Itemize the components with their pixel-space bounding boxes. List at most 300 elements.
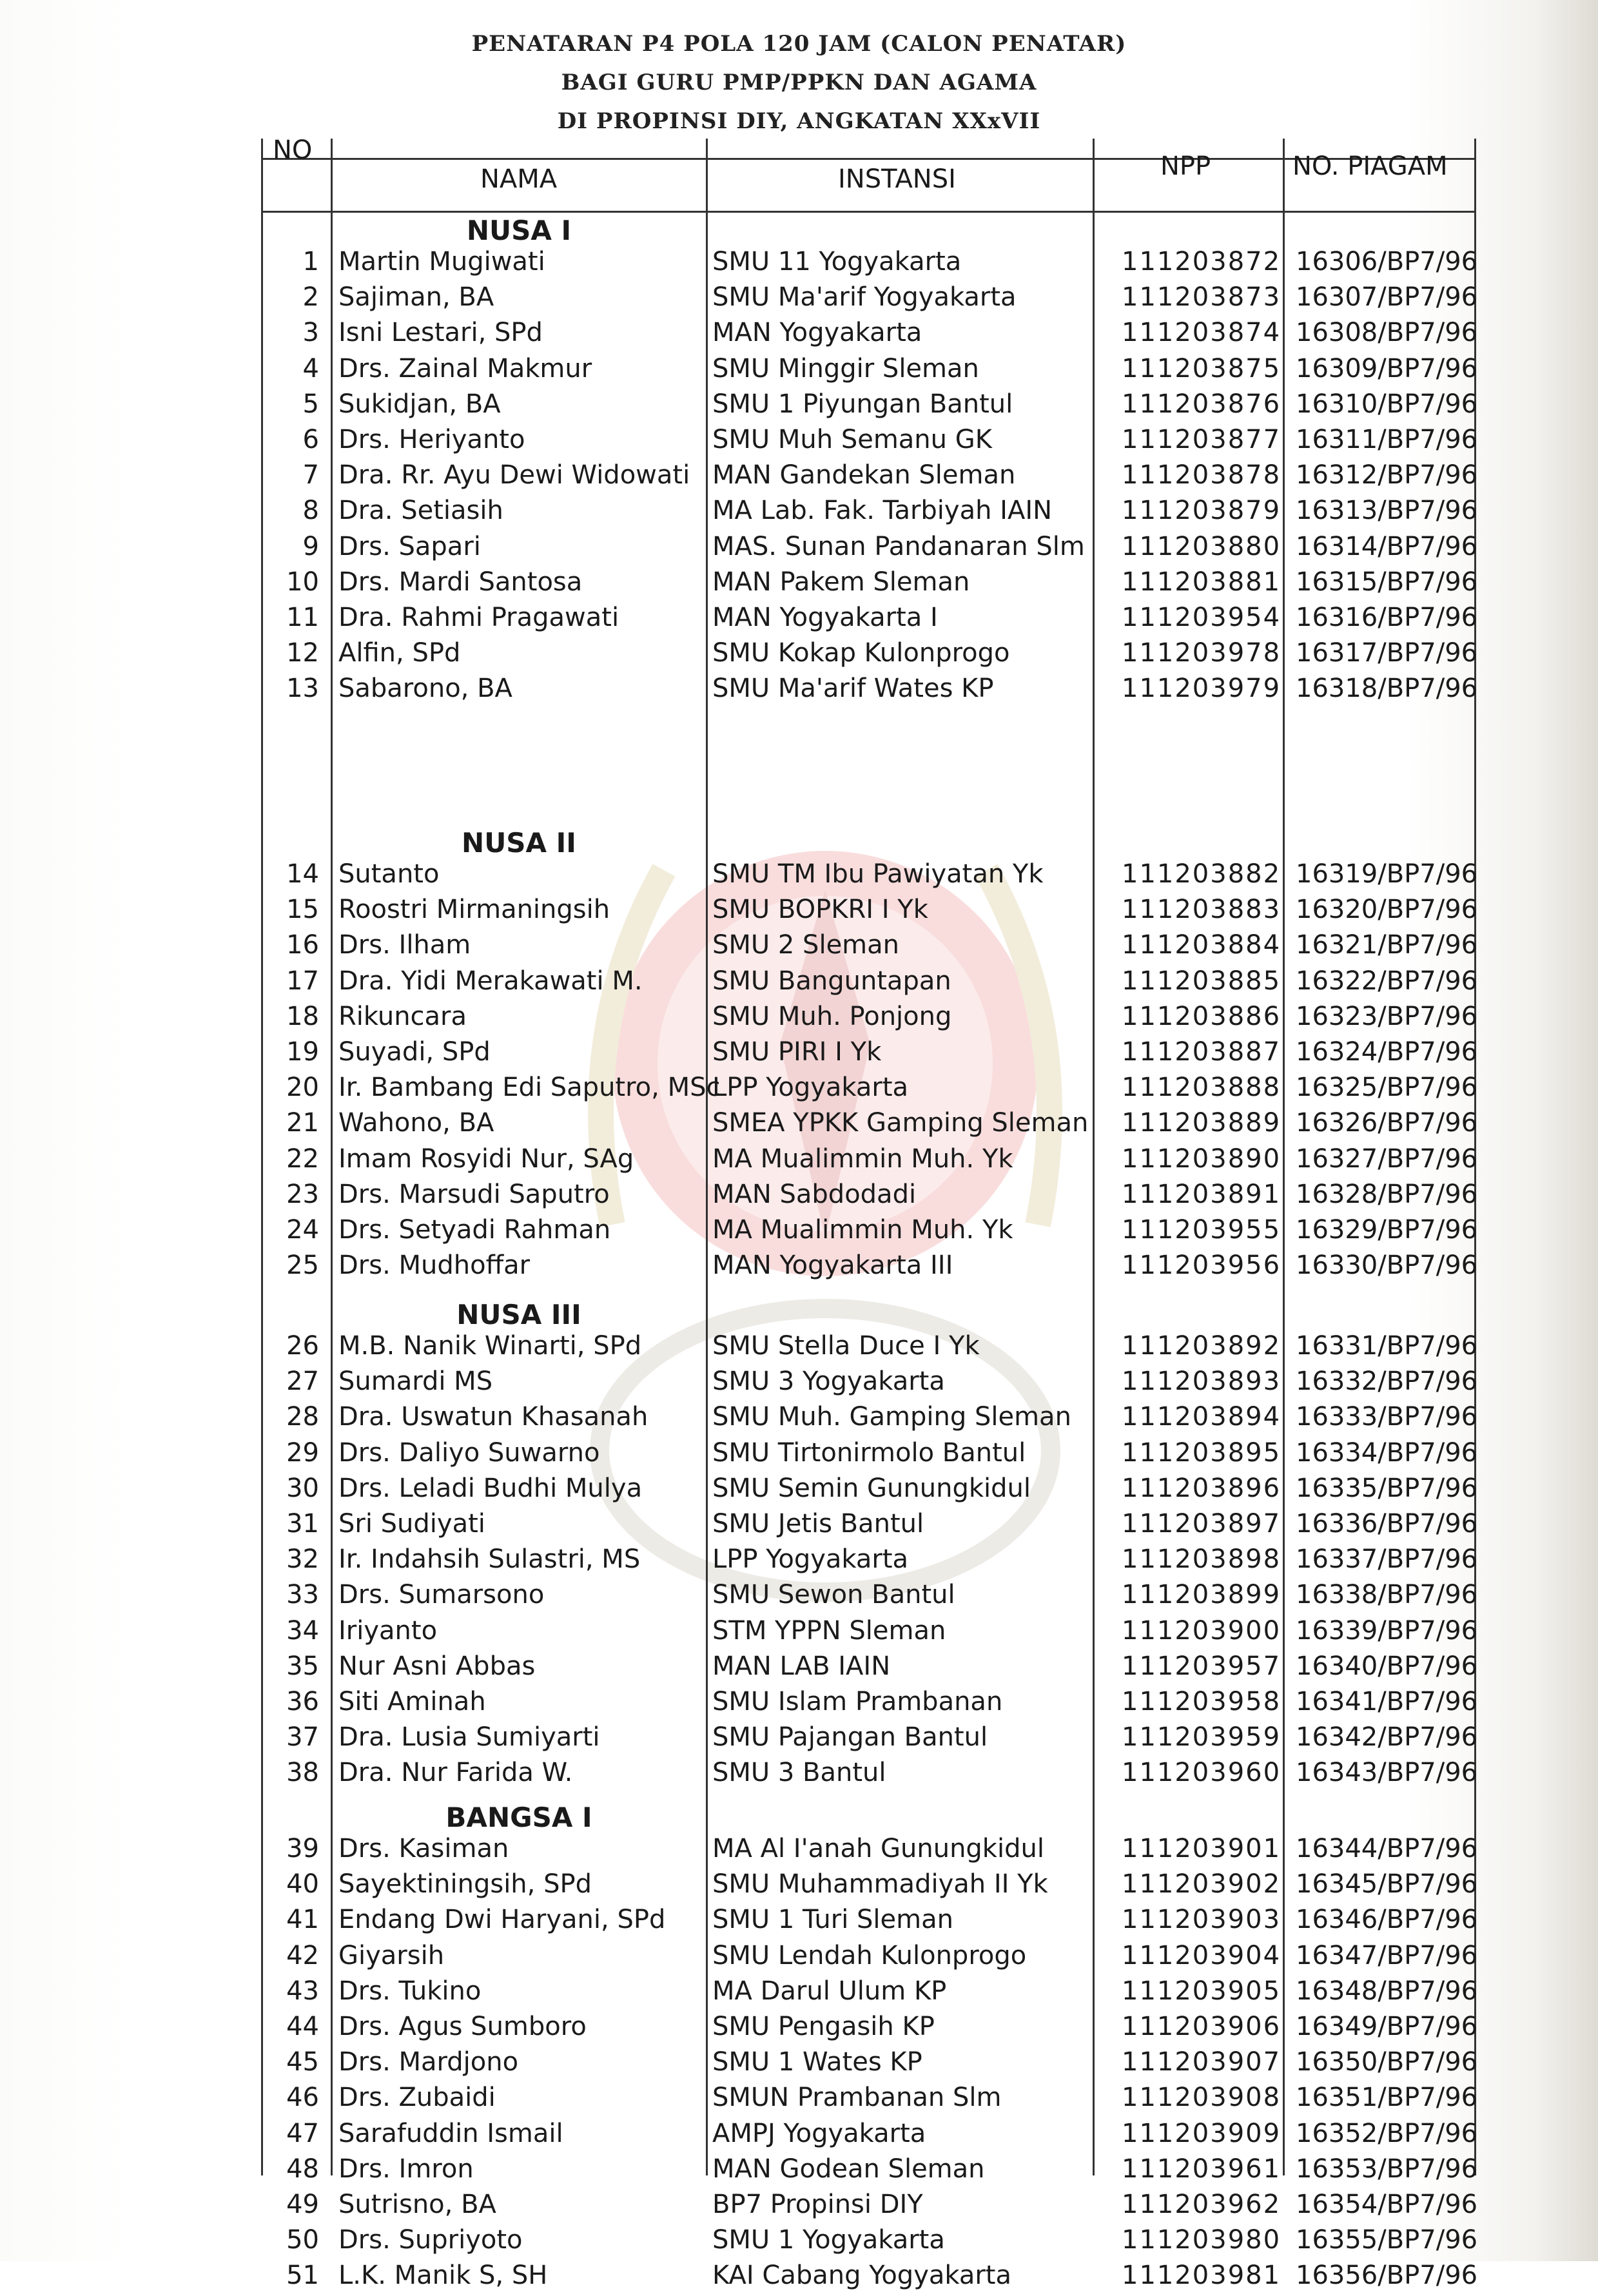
institution: SMU Muh. Ponjong [712, 1001, 952, 1031]
participant-name: Sajiman, BA [338, 282, 494, 313]
institution: SMU Tirtonirmolo Bantul [712, 1437, 1026, 1468]
table-row [261, 1834, 1476, 1869]
table-row [261, 460, 1476, 496]
npp-number: 111203881 [1122, 567, 1281, 597]
row-number: 44 [286, 2012, 319, 2041]
row-number: 10 [286, 567, 319, 597]
certificate-number: 16353/BP7/96 [1296, 2154, 1478, 2184]
npp-number: 111203882 [1122, 859, 1281, 889]
institution: SMU PIRI I Yk [712, 1037, 882, 1067]
npp-number: 111203903 [1122, 1905, 1281, 1935]
row-number: 37 [286, 1722, 319, 1753]
institution: MA Mualimmin Muh. Yk [712, 1143, 1013, 1174]
certificate-number: 16328/BP7/96 [1296, 1179, 1478, 1209]
certificate-number: 16325/BP7/96 [1296, 1073, 1478, 1103]
certificate-number: 16324/BP7/96 [1296, 1037, 1478, 1067]
row-number: 16 [286, 930, 319, 960]
section-heading: NUSA III [456, 1299, 581, 1330]
table-row [261, 354, 1476, 389]
participant-name: Giyarsih [338, 1940, 445, 1970]
row-number: 26 [286, 1331, 319, 1361]
participant-name: Sukidjan, BA [338, 389, 501, 419]
npp-number: 111203978 [1122, 638, 1281, 668]
participant-name: Sri Sudiyati [338, 1509, 485, 1539]
participant-name: Sutanto [338, 859, 440, 889]
participant-name: Nur Asni Abbas [338, 1651, 536, 1681]
institution: MAN Gandekan Sleman [712, 460, 1016, 491]
section-heading: NUSA II [462, 827, 576, 859]
table-row [261, 1331, 1476, 1367]
participant-name: Sutrisno, BA [338, 2190, 496, 2219]
npp-number: 111203880 [1122, 531, 1281, 561]
npp-number: 111203980 [1122, 2225, 1281, 2255]
institution: MAN Yogyakarta I [712, 603, 938, 632]
table-row [261, 2119, 1476, 2154]
participant-name: Drs. Mardjono [338, 2047, 519, 2077]
table-row [261, 1687, 1476, 1722]
institution: SMU Ma'arif Yogyakarta [712, 282, 1017, 313]
npp-number: 111203876 [1122, 389, 1281, 419]
row-number: 40 [286, 1869, 319, 1900]
certificate-number: 16321/BP7/96 [1296, 930, 1478, 960]
npp-number: 111203875 [1122, 353, 1281, 384]
certificate-number: 16313/BP7/96 [1296, 496, 1478, 526]
npp-number: 111203981 [1122, 2261, 1281, 2291]
npp-number: 111203899 [1122, 1580, 1281, 1610]
row-number: 3 [302, 318, 319, 348]
institution: MAN Godean Sleman [712, 2154, 985, 2184]
institution: SMU 1 Wates KP [712, 2047, 922, 2077]
certificate-number: 16310/BP7/96 [1296, 389, 1478, 419]
table-row [261, 282, 1476, 318]
participant-name: Suyadi, SPd [338, 1037, 491, 1067]
institution: SMU 3 Bantul [712, 1758, 886, 1788]
participant-table [261, 135, 1478, 2291]
institution: MAN Yogyakarta [712, 318, 922, 348]
document-title-line-2: BAGI GURU PMP/PPKN DAN AGAMA [561, 70, 1037, 95]
certificate-number: 16315/BP7/96 [1296, 567, 1478, 597]
header-bottom-rule [261, 211, 1476, 213]
column-header-piagam: NO. PIAGAM [1292, 151, 1448, 181]
npp-number: 111203962 [1122, 2190, 1281, 2219]
table-row [261, 1144, 1476, 1180]
certificate-number: 16354/BP7/96 [1296, 2190, 1478, 2219]
institution: SMU Ma'arif Wates KP [712, 674, 994, 704]
participant-name: Siti Aminah [338, 1687, 486, 1717]
table-row [261, 1438, 1476, 1474]
certificate-number: 16330/BP7/96 [1296, 1250, 1478, 1281]
table-row [261, 496, 1476, 531]
table-row [261, 2154, 1476, 2190]
certificate-number: 16335/BP7/96 [1296, 1473, 1478, 1503]
npp-number: 111203872 [1122, 247, 1281, 277]
table-row [261, 603, 1476, 638]
certificate-number: 16351/BP7/96 [1296, 2083, 1478, 2113]
institution: SMU Minggir Sleman [712, 353, 979, 384]
npp-number: 111203888 [1122, 1073, 1281, 1103]
institution: SMU 1 Piyungan Bantul [712, 389, 1013, 419]
participant-name: Drs. Marsudi Saputro [338, 1179, 610, 1209]
npp-number: 111203960 [1122, 1758, 1281, 1788]
column-header-nama: NAMA [480, 164, 558, 194]
row-number: 22 [286, 1143, 319, 1174]
certificate-number: 16323/BP7/96 [1296, 1001, 1478, 1031]
participant-name: M.B. Nanik Winarti, SPd [338, 1331, 642, 1361]
institution: MAN Sabdodadi [712, 1179, 917, 1209]
table-row [261, 1367, 1476, 1402]
certificate-number: 16347/BP7/96 [1296, 1940, 1478, 1970]
row-number: 25 [286, 1250, 319, 1281]
institution: MA Lab. Fak. Tarbiyah IAIN [712, 496, 1053, 526]
table-row [261, 1941, 1476, 1976]
document-title-line-3: DI PROPINSI DIY, ANGKATAN XXxVII [557, 108, 1041, 134]
npp-number: 111203958 [1122, 1687, 1281, 1717]
participant-name: Imam Rosyidi Nur, SAg [338, 1143, 634, 1174]
institution: AMPJ Yogyakarta [712, 2118, 926, 2148]
npp-number: 111203900 [1122, 1615, 1281, 1646]
table-row [261, 389, 1476, 425]
certificate-number: 16343/BP7/96 [1296, 1758, 1478, 1788]
row-number: 23 [286, 1179, 319, 1209]
certificate-number: 16350/BP7/96 [1296, 2047, 1478, 2077]
institution: LPP Yogyakarta [712, 1073, 909, 1103]
certificate-number: 16336/BP7/96 [1296, 1509, 1478, 1539]
certificate-number: 16322/BP7/96 [1296, 966, 1478, 996]
participant-name: Sabarono, BA [338, 674, 512, 704]
table-row [261, 1474, 1476, 1509]
participant-name: Drs. Agus Sumboro [338, 2012, 587, 2041]
institution: SMU Banguntapan [712, 966, 951, 996]
table-row [261, 1869, 1476, 1905]
npp-number: 111203955 [1122, 1215, 1281, 1245]
institution: KAI Cabang Yogyakarta [712, 2261, 1011, 2291]
row-number: 6 [302, 425, 319, 454]
certificate-number: 16333/BP7/96 [1296, 1402, 1478, 1432]
row-number: 7 [302, 460, 319, 491]
certificate-number: 16339/BP7/96 [1296, 1615, 1478, 1646]
table-row [261, 2047, 1476, 2083]
certificate-number: 16317/BP7/96 [1296, 638, 1478, 668]
row-number: 47 [286, 2118, 319, 2148]
npp-number: 111203874 [1122, 318, 1281, 348]
institution: LPP Yogyakarta [712, 1544, 909, 1575]
certificate-number: 16341/BP7/96 [1296, 1687, 1478, 1717]
row-number: 17 [286, 966, 319, 996]
certificate-number: 16342/BP7/96 [1296, 1722, 1478, 1753]
institution: MAN Pakem Sleman [712, 567, 970, 597]
participant-name: Sarafuddin Ismail [338, 2118, 563, 2148]
npp-number: 111203956 [1122, 1250, 1281, 1281]
institution: SMU Muh Semanu GK [712, 425, 992, 454]
column-header-npp: NPP [1160, 151, 1211, 181]
institution: SMU Islam Prambanan [712, 1687, 1003, 1717]
npp-number: 111203894 [1122, 1402, 1281, 1432]
institution: MAS. Sunan Pandanaran Slm [712, 531, 1085, 561]
certificate-number: 16344/BP7/96 [1296, 1834, 1478, 1863]
participant-name: Dra. Setiasih [338, 496, 503, 526]
table-row [261, 638, 1476, 674]
npp-number: 111203909 [1122, 2118, 1281, 2148]
certificate-number: 16340/BP7/96 [1296, 1651, 1478, 1681]
row-number: 14 [286, 859, 319, 889]
row-number: 43 [286, 1976, 319, 2006]
participant-name: Sayektiningsih, SPd [338, 1869, 592, 1900]
certificate-number: 16346/BP7/96 [1296, 1905, 1478, 1935]
certificate-number: 16307/BP7/96 [1296, 282, 1478, 313]
certificate-number: 16319/BP7/96 [1296, 859, 1478, 889]
row-number: 4 [302, 353, 319, 384]
certificate-number: 16316/BP7/96 [1296, 603, 1478, 632]
institution: SMU Muhammadiyah II Yk [712, 1869, 1048, 1900]
row-number: 11 [286, 603, 319, 632]
participant-name: Roostri Mirmaningsih [338, 895, 610, 925]
participant-name: Dra. Rahmi Pragawati [338, 603, 619, 632]
certificate-number: 16355/BP7/96 [1296, 2225, 1478, 2255]
participant-name: Isni Lestari, SPd [338, 318, 543, 348]
institution: SMU Pajangan Bantul [712, 1722, 988, 1753]
npp-number: 111203957 [1122, 1651, 1281, 1681]
row-number: 24 [286, 1215, 319, 1245]
row-number: 27 [286, 1367, 319, 1397]
participant-name: Dra. Nur Farida W. [338, 1758, 573, 1788]
participant-name: Drs. Sapari [338, 531, 481, 561]
participant-name: Martin Mugiwati [338, 247, 545, 277]
table-row [261, 2083, 1476, 2118]
institution: SMU Stella Duce I Yk [712, 1331, 980, 1361]
row-number: 35 [286, 1651, 319, 1681]
participant-name: Drs. Imron [338, 2154, 474, 2184]
certificate-number: 16338/BP7/96 [1296, 1580, 1478, 1610]
participant-name: Drs. Kasiman [338, 1834, 509, 1863]
institution: SMU Kokap Kulonprogo [712, 638, 1010, 668]
row-number: 9 [302, 531, 319, 561]
row-number: 1 [302, 247, 319, 277]
institution: SMU 3 Yogyakarta [712, 1367, 945, 1397]
section-heading: BANGSA I [445, 1802, 592, 1833]
participant-name: L.K. Manik S, SH [338, 2261, 548, 2291]
institution: SMUN Prambanan Slm [712, 2083, 1002, 2113]
institution: MA Darul Ulum KP [712, 1976, 947, 2006]
table-row [261, 674, 1476, 709]
npp-number: 111203873 [1122, 282, 1281, 313]
npp-number: 111203901 [1122, 1834, 1281, 1863]
table-row [261, 247, 1476, 282]
table-row [261, 2261, 1476, 2296]
institution: SMU 2 Sleman [712, 930, 899, 960]
participant-name: Drs. Sumarsono [338, 1580, 545, 1610]
table-row [261, 1651, 1476, 1687]
institution: SMU Sewon Bantul [712, 1580, 955, 1610]
column-header-instansi: INSTANSI [838, 164, 956, 194]
institution: STM YPPN Sleman [712, 1615, 946, 1646]
table-row [261, 859, 1476, 895]
participant-name: Drs. Mardi Santosa [338, 567, 583, 597]
row-number: 48 [286, 2154, 319, 2184]
npp-number: 111203886 [1122, 1001, 1281, 1031]
certificate-number: 16356/BP7/96 [1296, 2261, 1478, 2291]
document-title-line-1: PENATARAN P4 POLA 120 JAM (CALON PENATAR) [471, 31, 1127, 57]
institution: BP7 Propinsi DIY [712, 2190, 923, 2219]
row-number: 34 [286, 1615, 319, 1646]
npp-number: 111203905 [1122, 1976, 1281, 2006]
npp-number: 111203885 [1122, 966, 1281, 996]
npp-number: 111203877 [1122, 425, 1281, 454]
npp-number: 111203979 [1122, 674, 1281, 704]
participant-name: Drs. Zainal Makmur [338, 353, 592, 384]
participant-name: Sumardi MS [338, 1367, 493, 1397]
institution: SMU Semin Gunungkidul [712, 1473, 1031, 1503]
participant-name: Dra. Yidi Merakawati M. [338, 966, 643, 996]
row-number: 51 [286, 2261, 319, 2291]
row-number: 30 [286, 1473, 319, 1503]
certificate-number: 16308/BP7/96 [1296, 318, 1478, 348]
institution: SMU 11 Yogyakarta [712, 247, 962, 277]
table-row [261, 2190, 1476, 2225]
table-row [261, 1580, 1476, 1615]
row-number: 45 [286, 2047, 319, 2077]
npp-number: 111203907 [1122, 2047, 1281, 2077]
row-number: 46 [286, 2083, 319, 2113]
row-number: 28 [286, 1402, 319, 1432]
row-number: 42 [286, 1940, 319, 1970]
certificate-number: 16349/BP7/96 [1296, 2012, 1478, 2041]
participant-name: Ir. Indahsih Sulastri, MS [338, 1544, 641, 1575]
row-number: 49 [286, 2190, 319, 2219]
institution: SMU 1 Turi Sleman [712, 1905, 953, 1935]
npp-number: 111203883 [1122, 895, 1281, 925]
institution: MA Al I'anah Gunungkidul [712, 1834, 1044, 1863]
npp-number: 111203898 [1122, 1544, 1281, 1575]
institution: SMU BOPKRI I Yk [712, 895, 928, 925]
row-number: 39 [286, 1834, 319, 1863]
npp-number: 111203906 [1122, 2012, 1281, 2041]
npp-number: 111203954 [1122, 603, 1281, 632]
certificate-number: 16314/BP7/96 [1296, 531, 1478, 561]
participant-name: Drs. Mudhoffar [338, 1250, 531, 1281]
participant-name: Drs. Tukino [338, 1976, 482, 2006]
certificate-number: 16332/BP7/96 [1296, 1367, 1478, 1397]
npp-number: 111203902 [1122, 1869, 1281, 1900]
row-number: 21 [286, 1108, 319, 1138]
table-row [261, 318, 1476, 353]
row-number: 15 [286, 895, 319, 925]
institution: MAN LAB IAIN [712, 1651, 891, 1681]
certificate-number: 16312/BP7/96 [1296, 460, 1478, 491]
npp-number: 111203959 [1122, 1722, 1281, 1753]
institution: SMU Lendah Kulonprogo [712, 1940, 1027, 1970]
table-row [261, 1402, 1476, 1437]
table-row [261, 1037, 1476, 1073]
table-row [261, 1250, 1476, 1286]
certificate-number: 16329/BP7/96 [1296, 1215, 1478, 1245]
npp-number: 111203889 [1122, 1108, 1281, 1138]
participant-name: Drs. Daliyo Suwarno [338, 1437, 600, 1468]
row-number: 31 [286, 1509, 319, 1539]
table-row [261, 895, 1476, 930]
row-number: 8 [302, 496, 319, 526]
institution: SMU Muh. Gamping Sleman [712, 1402, 1071, 1432]
table-row [261, 2012, 1476, 2047]
participant-name: Drs. Leladi Budhi Mulya [338, 1473, 643, 1503]
certificate-number: 16318/BP7/96 [1296, 674, 1478, 704]
certificate-number: 16326/BP7/96 [1296, 1108, 1478, 1138]
table-row [261, 1544, 1476, 1580]
participant-name: Dra. Uswatun Khasanah [338, 1402, 648, 1432]
table-row [261, 1616, 1476, 1651]
row-number: 5 [302, 389, 319, 419]
npp-number: 111203895 [1122, 1437, 1281, 1468]
table-row [261, 567, 1476, 603]
row-number: 19 [286, 1037, 319, 1067]
row-number: 50 [286, 2225, 319, 2255]
participant-name: Dra. Rr. Ayu Dewi Widowati [338, 460, 690, 491]
participant-name: Drs. Setyadi Rahman [338, 1215, 611, 1245]
table-row [261, 1180, 1476, 1215]
participant-name: Drs. Ilham [338, 930, 471, 960]
institution: SMEA YPKK Gamping Sleman [712, 1108, 1089, 1138]
row-number: 13 [286, 674, 319, 704]
table-row [261, 1509, 1476, 1544]
npp-number: 111203884 [1122, 930, 1281, 960]
institution: SMU Jetis Bantul [712, 1509, 924, 1539]
npp-number: 111203891 [1122, 1179, 1281, 1209]
participant-name: Drs. Heriyanto [338, 425, 525, 454]
row-number: 18 [286, 1001, 319, 1031]
table-row [261, 1002, 1476, 1037]
certificate-number: 16337/BP7/96 [1296, 1544, 1478, 1575]
certificate-number: 16345/BP7/96 [1296, 1869, 1478, 1900]
table-row [261, 1073, 1476, 1108]
institution: MAN Yogyakarta III [712, 1250, 953, 1281]
row-number: 41 [286, 1905, 319, 1935]
certificate-number: 16320/BP7/96 [1296, 895, 1478, 925]
table-row [261, 1976, 1476, 2012]
table-row [261, 532, 1476, 567]
row-number: 32 [286, 1544, 319, 1575]
table-row [261, 966, 1476, 1002]
npp-number: 111203887 [1122, 1037, 1281, 1067]
npp-number: 111203890 [1122, 1143, 1281, 1174]
row-number: 12 [286, 638, 319, 668]
participant-name: Wahono, BA [338, 1108, 494, 1138]
section-heading: NUSA I [466, 215, 572, 246]
column-header-no: NO [273, 135, 313, 165]
table-row [261, 2225, 1476, 2261]
npp-number: 111203878 [1122, 460, 1281, 491]
table-row [261, 1215, 1476, 1250]
row-number: 29 [286, 1437, 319, 1468]
npp-number: 111203896 [1122, 1473, 1281, 1503]
institution: SMU Pengasih KP [712, 2012, 935, 2041]
npp-number: 111203904 [1122, 1940, 1281, 1970]
row-number: 36 [286, 1687, 319, 1717]
certificate-number: 16306/BP7/96 [1296, 247, 1478, 277]
institution: MA Mualimmin Muh. Yk [712, 1215, 1013, 1245]
certificate-number: 16327/BP7/96 [1296, 1143, 1478, 1174]
npp-number: 111203961 [1122, 2154, 1281, 2184]
certificate-number: 16352/BP7/96 [1296, 2118, 1478, 2148]
table-row [261, 1108, 1476, 1143]
certificate-number: 16331/BP7/96 [1296, 1331, 1478, 1361]
table-row [261, 1905, 1476, 1940]
participant-name: Dra. Lusia Sumiyarti [338, 1722, 600, 1753]
certificate-number: 16309/BP7/96 [1296, 353, 1478, 384]
table-row [261, 425, 1476, 460]
row-number: 33 [286, 1580, 319, 1610]
npp-number: 111203892 [1122, 1331, 1281, 1361]
institution: SMU TM Ibu Pawiyatan Yk [712, 859, 1044, 889]
row-number: 38 [286, 1758, 319, 1788]
